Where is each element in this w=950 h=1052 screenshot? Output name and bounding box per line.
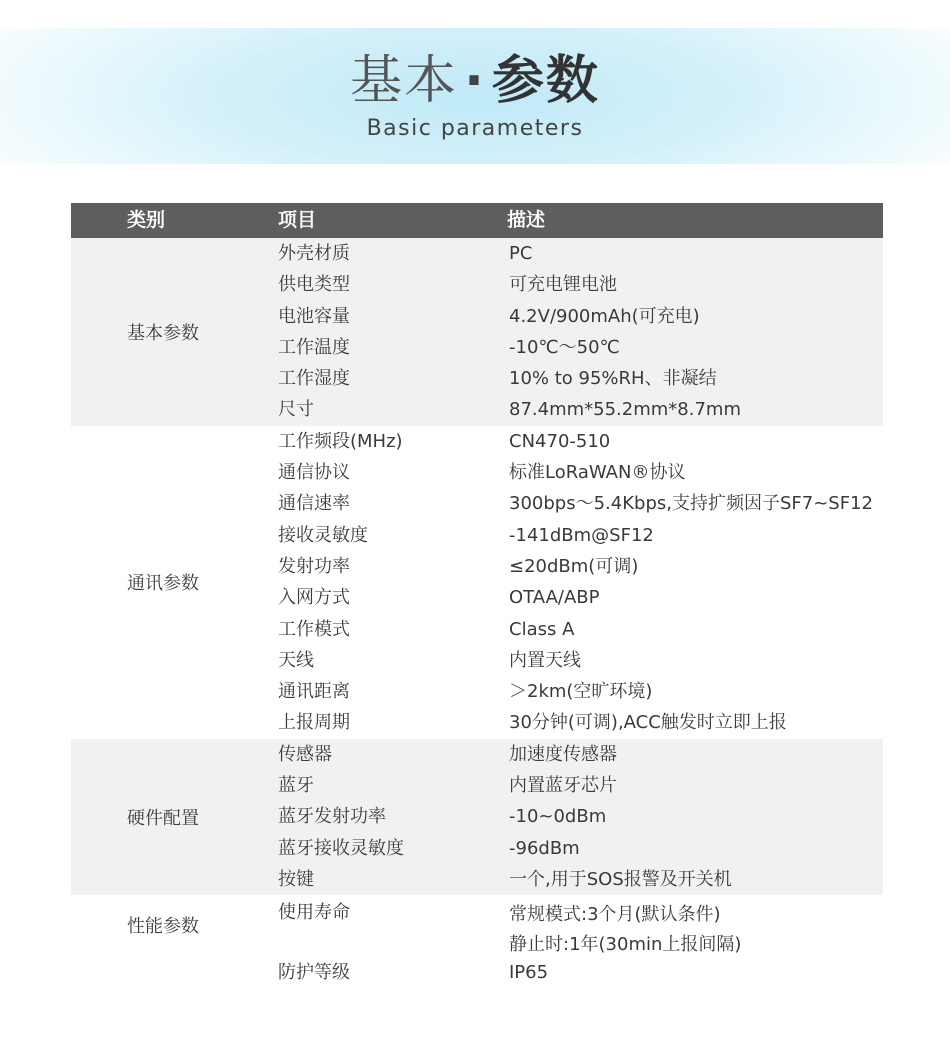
title-dot: · [464, 51, 486, 111]
desc-cell: -96dBm [509, 837, 580, 859]
item-cell: 外壳材质 [278, 243, 350, 264]
table-row [71, 582, 883, 613]
item-cell: 使用寿命 [278, 902, 350, 924]
desc-cell: -141dBm@SF12 [509, 524, 654, 546]
category-label: 基本参数 [127, 322, 199, 344]
item-cell: 尺寸 [278, 399, 314, 421]
table-header [71, 203, 883, 238]
desc-cell: 87.4mm*55.2mm*8.7mm [509, 399, 741, 421]
desc-cell: 可充电锂电池 [509, 274, 617, 296]
item-cell: 上报周期 [278, 712, 350, 734]
item-cell: 工作温度 [278, 336, 350, 358]
table-row [71, 645, 883, 676]
desc-cell: -10℃～50℃ [509, 336, 620, 358]
item-cell: 发射功率 [278, 555, 350, 577]
table-row [71, 363, 883, 394]
item-cell: 通信速率 [278, 493, 350, 515]
table-row [71, 488, 883, 519]
desc-cell: -10~0dBm [509, 806, 607, 828]
table-row [71, 864, 883, 895]
item-cell: 电池容量 [278, 305, 350, 327]
group-hardware [71, 739, 883, 895]
category-label: 性能参数 [127, 916, 199, 938]
title-bold: 参数 [491, 51, 600, 111]
desc-cell: 10% to 95%RH、非凝结 [509, 368, 717, 390]
desc-line: 常规模式:3个月(默认条件) [509, 904, 721, 926]
table-row [71, 457, 883, 488]
desc-cell: IP65 [509, 962, 549, 984]
table-row [71, 895, 883, 957]
desc-cell: Class A [509, 618, 575, 640]
desc-cell: 一个,用于SOS报警及开关机 [509, 868, 732, 890]
column-header-category: 类别 [127, 209, 166, 231]
desc-cell: 加速度传感器 [509, 743, 617, 765]
page-title [0, 46, 950, 116]
table-row [71, 238, 883, 269]
item-cell: 通讯距离 [278, 681, 350, 703]
page-subtitle: Basic parameters [366, 116, 584, 141]
item-cell: 工作模式 [278, 618, 350, 640]
table-row [71, 801, 883, 832]
column-header-description: 描述 [507, 209, 546, 231]
item-cell: 工作湿度 [278, 368, 350, 390]
table-row [71, 394, 883, 425]
column-header-item: 项目 [278, 209, 317, 231]
table-row [71, 707, 883, 738]
desc-cell [509, 900, 741, 960]
table-row [71, 770, 883, 801]
table-row [71, 301, 883, 332]
table-row [71, 426, 883, 457]
desc-cell: 内置蓝牙芯片 [509, 775, 617, 797]
desc-cell: ≤20dBm(可调) [509, 555, 639, 577]
item-cell: 工作频段(MHz) [278, 430, 403, 452]
item-cell: 按键 [278, 868, 314, 890]
table-row [71, 739, 883, 770]
desc-cell: 4.2V/900mAh(可充电) [509, 305, 700, 327]
table-row [71, 957, 883, 988]
table-row [71, 332, 883, 363]
item-cell: 传感器 [278, 743, 332, 765]
item-cell: 天线 [278, 649, 314, 671]
group-communication [71, 426, 883, 739]
item-cell: 蓝牙 [278, 775, 314, 797]
desc-line: 静止时:1年(30min上报间隔) [509, 934, 742, 956]
desc-cell: 标准LoRaWAN®协议 [509, 462, 686, 484]
item-cell: 通信协议 [278, 462, 350, 484]
desc-cell: OTAA/ABP [509, 587, 600, 609]
table-row [71, 551, 883, 582]
table-row [71, 520, 883, 551]
table-row [71, 614, 883, 645]
desc-cell: PC [509, 243, 533, 264]
item-cell: 蓝牙接收灵敏度 [278, 837, 404, 859]
item-cell: 蓝牙发射功率 [278, 806, 386, 828]
desc-cell: 内置天线 [509, 649, 581, 671]
item-cell: 接收灵敏度 [278, 524, 368, 546]
parameters-table [71, 203, 883, 991]
table-row [71, 676, 883, 707]
table-row [71, 833, 883, 864]
category-label: 通讯参数 [127, 573, 199, 595]
desc-cell: CN470-510 [509, 430, 611, 452]
desc-cell: ＞2km(空旷环境) [509, 681, 653, 703]
desc-cell: 300bps～5.4Kbps,支持扩频因子SF7~SF12 [509, 493, 873, 515]
item-cell: 入网方式 [278, 587, 350, 609]
group-basic [71, 238, 883, 426]
table-row [71, 269, 883, 300]
item-cell: 防护等级 [278, 962, 350, 984]
title-light: 基本 [350, 51, 459, 111]
category-label: 硬件配置 [127, 807, 199, 829]
desc-cell: 30分钟(可调),ACC触发时立即上报 [509, 712, 787, 734]
item-cell: 供电类型 [278, 274, 350, 296]
group-performance [71, 895, 883, 991]
